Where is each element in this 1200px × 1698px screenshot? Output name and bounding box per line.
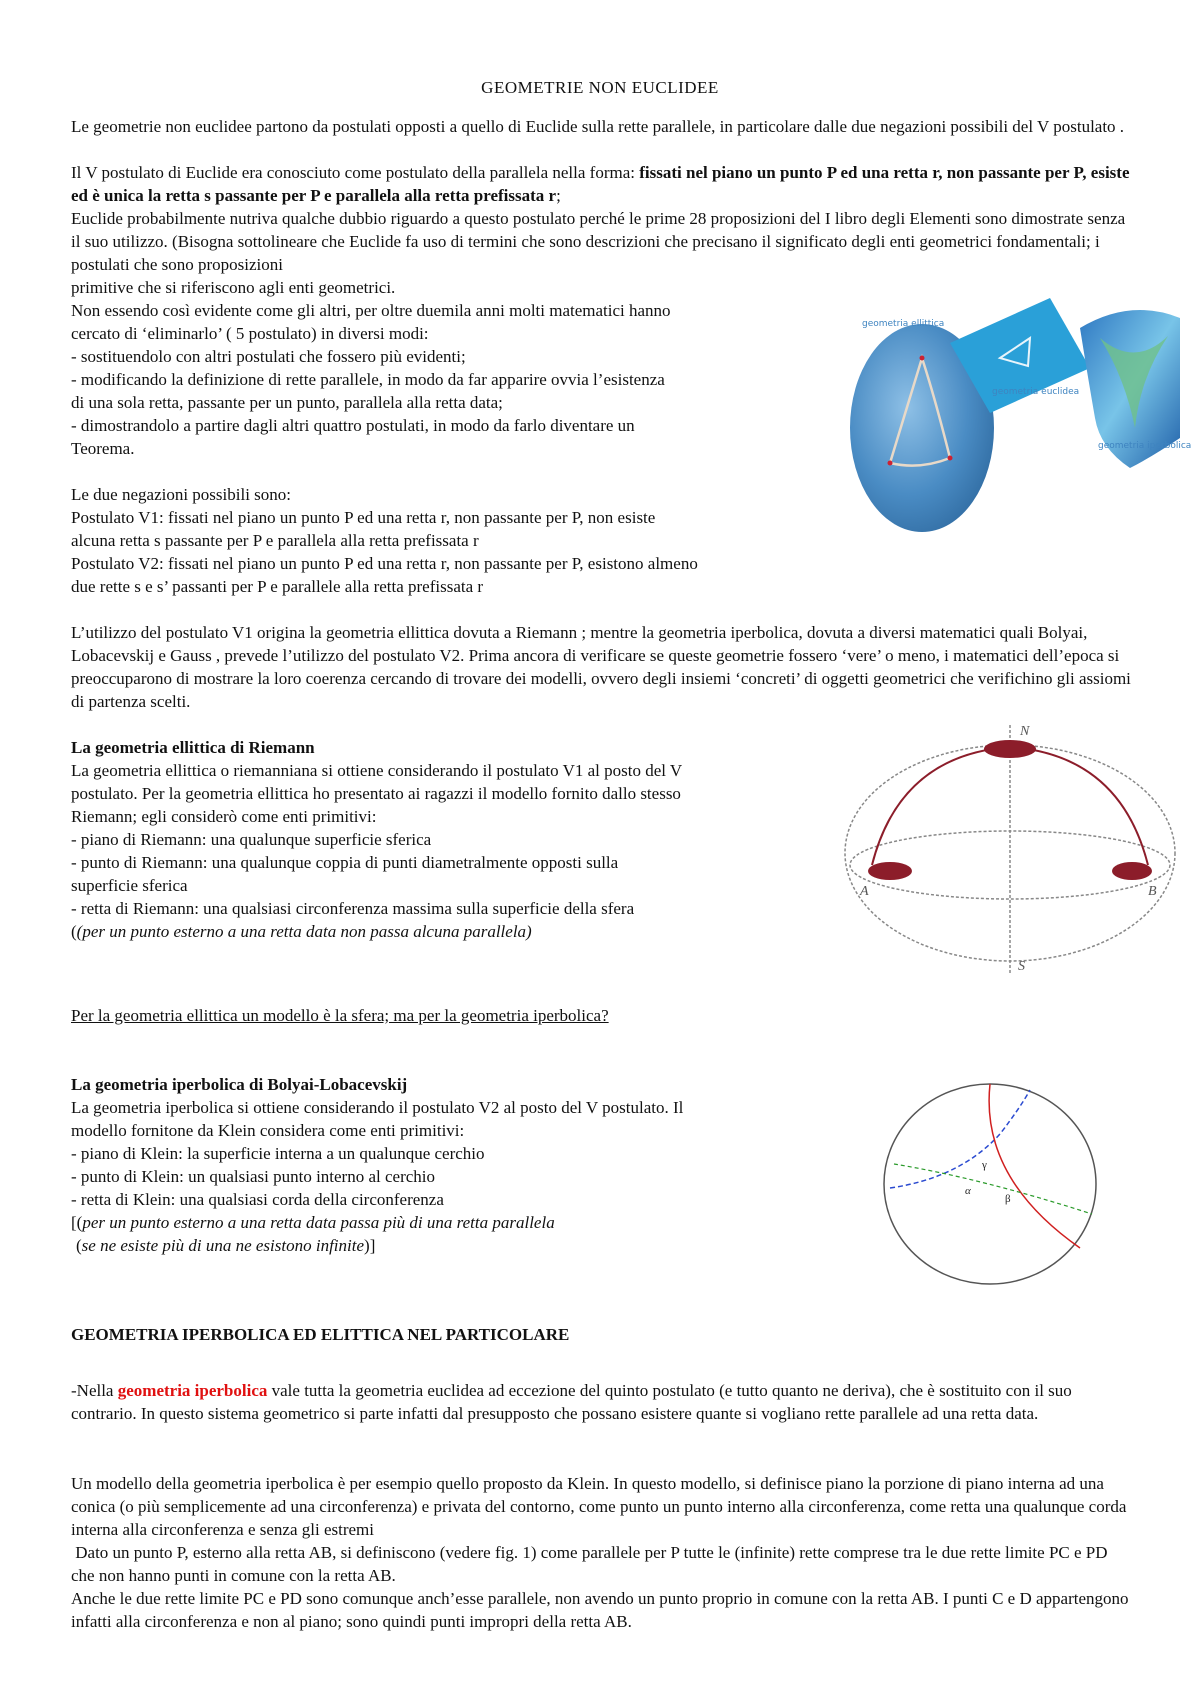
riemann-line-5: - punto di Riemann: una qualunque coppia di punti diametralmente opposti sulla [71, 853, 619, 872]
intro-paragraph-3: Euclide probabilmente nutriva qualche dubbio riguardo a questo postulato perché le prime 28 proposizioni del I libro degli Elementi sono dimostrate senza il suo utilizzo. (Bisogna sottolineare che Euclide fa uso di termini che sono descrizioni che precisano il significato degli enti geometrici fondamentali; i postulati che sono proposizioni [71, 209, 1126, 274]
riemann-line-3: Riemann; egli considerò come enti primitivi: [71, 807, 377, 826]
klein-line-5: - retta di Klein: una qualsiasi corda della circonferenza [71, 1190, 444, 1209]
klein-line-7: (se ne esiste più di una ne esistono infinite)] [76, 1236, 376, 1255]
intro-p2-end: ; [556, 186, 561, 205]
intro-p4-line-3: - sostituendolo con altri postulati che fossero più evidenti; [71, 347, 466, 366]
riemann-line-8: ((per un punto esterno a una retta data non passa alcuna parallela) [71, 922, 532, 941]
klein-infinite-note: se ne esiste più di una ne esistono infinite [81, 1236, 365, 1255]
intro-p4-line-7: Teorema. [71, 439, 135, 458]
label-iperbolica: geometria iperbolica [1098, 441, 1192, 451]
geometria-iperbolica-term: geometria iperbolica [117, 1381, 268, 1400]
usage-paragraph: L’utilizzo del postulato V1 origina la geometria ellittica dovuta a Riemann ; mentre la geometria iperbolica, dovuta a diversi matematici quali Bolyai, Lobacevskij e Gauss , prevede l’utilizzo del postulato V2. Prima ancora di verificare se queste geometrie fossero ‘vere’ o meno, i matematici dell’epoca si preoccuparono di mostrare la loro coerenza cercando di trovare dei modelli, ovvero degli insiemi ‘concreti’ di oggetti geometrici che verifichino gli assiomi di partenza scelti. [71, 623, 1131, 711]
particolare-paragraph-1 [71, 1379, 1131, 1425]
riemann-line-1: La geometria ellittica o riemanniana si ottiene considerando il postulato V1 al posto del V [71, 761, 683, 780]
particolare-paragraph-3: Dato un punto P, esterno alla retta AB, si definiscono (vedere fig. 1) come parallele per P tutte le (infinite) rette comprese tra le due rette limite PC e PD che non hanno punti in comune con la retta AB. [71, 1543, 1112, 1585]
klein-heading: La geometria iperbolica di Bolyai-Lobacevskij [71, 1075, 408, 1094]
klein-line-1: La geometria iperbolica si ottiene considerando il postulato V2 al posto del V postulato. Il [71, 1098, 684, 1117]
intro-p2-start: Il V postulato di Euclide era conosciuto come postulato della parallela nella forma: [71, 163, 640, 182]
postulate-v1-line-2: alcuna retta s passante per P e parallela alla retta prefissata r [71, 531, 479, 550]
fifth-postulate-statement: fissati nel piano un punto P ed una retta r, non passante per P, esiste ed è unica la retta s passante per P e parallela alla retta prefissata r [71, 163, 1130, 205]
postulate-v2-line-2: due rette s e s’ passanti per P e parallele alla retta prefissata r [71, 577, 484, 596]
postulate-v2-line-1: Postulato V2: fissati nel piano un punto P ed una retta r, non passante per P, esistono almeno [71, 554, 698, 573]
label-alpha: α [965, 1185, 971, 1197]
klein-line-4: - punto di Klein: un qualsiasi punto interno al cerchio [71, 1167, 436, 1186]
klein-line-6: [(per un punto esterno a una retta data passa più di una retta parallela [71, 1213, 555, 1232]
riemann-line-4: - piano di Riemann: una qualunque superficie sferica [71, 830, 432, 849]
intro-p4-line-5: di una sola retta, passante per un punto, parallela alla retta data; [71, 393, 503, 412]
intro-p4-line-4: - modificando la definizione di rette parallele, in modo da far apparire ovvia l’esistenza [71, 370, 665, 389]
three-geometries-figure [850, 298, 1192, 548]
riemann-parallel-note: (per un punto esterno a una retta data non passa alcuna parallela) [76, 922, 532, 941]
klein-disk-figure [880, 1078, 1100, 1288]
page-title: GEOMETRIE NON EUCLIDEE [481, 78, 719, 97]
intro-p4-line-6: - dimostrandolo a partire dagli altri quattro postulati, in modo da farlo diventare un [71, 416, 635, 435]
label-ellittica: geometria ellittica [862, 319, 945, 329]
intro-p4-line-2: cercato di ‘eliminarlo’ ( 5 postulato) in diversi modi: [71, 324, 429, 343]
riemann-line-6: superficie sferica [71, 876, 188, 895]
label-beta: β [1005, 1193, 1011, 1205]
klein-parallel-note: per un punto esterno a una retta data passa più di una retta parallela [82, 1213, 555, 1232]
riemann-heading: La geometria ellittica di Riemann [71, 738, 315, 757]
point-a-region [868, 862, 912, 880]
intro-p4-line-1: Non essendo così evidente come gli altri, per oltre duemila anni molti matematici hanno [71, 301, 671, 320]
particolare-paragraph-4: Anche le due rette limite PC e PD sono comunque anch’esse parallele, non avendo un punto proprio in comune con la retta AB. I punti C e D appartengono infatti alla circonferenza e non al piano; sono quindi punti impropri della retta AB. [71, 1589, 1129, 1631]
postulate-v1-line-1: Postulato V1: fissati nel piano un punto P ed una retta r, non passante per P, non esiste [71, 508, 656, 527]
klein-line-3: - piano di Klein: la superficie interna a un qualunque cerchio [71, 1144, 485, 1163]
particolare-p1-start: -Nella [71, 1381, 118, 1400]
three-geometries-svg [850, 298, 1192, 548]
point-b-region [1112, 862, 1152, 880]
label-gamma: γ [982, 1159, 987, 1171]
hyperbolic-question: Per la geometria ellittica un modello è la sfera; ma per la geometria iperbolica? [71, 1006, 609, 1025]
klein-disk-svg [880, 1078, 1100, 1288]
label-a: A [860, 884, 869, 899]
intro-paragraph-1: Le geometrie non euclidee partono da postulati opposti a quello di Euclide sulla rette parallele, in particolare dalle due negazioni possibili del V postulato . [71, 117, 1125, 136]
intro-paragraph-3-end: primitive che si riferiscono agli enti geometrici. [71, 278, 396, 297]
particolare-heading: GEOMETRIA IPERBOLICA ED ELITTICA NEL PARTICOLARE [71, 1325, 570, 1344]
negations-intro: Le due negazioni possibili sono: [71, 485, 292, 504]
particolare-p1-rest: vale tutta la geometria euclidea ad eccezione del quinto postulato (e tutto quanto ne deriva), che è sostituito con il suo contrario. In questo sistema geometrico si parte infatti dal presupposto che possano esistere quante si vogliano rette parallele ad una retta data. [71, 1381, 1072, 1423]
label-north: N [1020, 724, 1030, 739]
intro-paragraph-2 [71, 161, 1131, 207]
red-line [989, 1084, 1080, 1248]
green-line [894, 1164, 1092, 1214]
klein-line-2: modello fornitone da Klein considera come enti primitivi: [71, 1121, 465, 1140]
riemann-sphere-figure [840, 725, 1180, 975]
particolare-paragraph-2: Un modello della geometria iperbolica è per esempio quello proposto da Klein. In questo modello, si definisce piano la porzione di piano interna ad una conica (o più semplicemente ad una circonferenza) e privata del contorno, come punto un punto interno alla circonferenza, come retta una qualunque corda interna alla circonferenza e senza gli estremi [71, 1474, 1127, 1539]
riemann-line-7: - retta di Riemann: una qualsiasi circonferenza massima sulla superficie della sfera [71, 899, 635, 918]
label-euclidea: geometria euclidea [992, 387, 1080, 397]
north-pole-region [984, 740, 1036, 758]
label-south: S [1018, 959, 1025, 974]
label-b: B [1148, 884, 1157, 899]
riemann-line-2: postulato. Per la geometria ellittica ho presentato ai ragazzi il modello fornito dallo stesso [71, 784, 681, 803]
riemann-sphere-svg [840, 725, 1180, 975]
